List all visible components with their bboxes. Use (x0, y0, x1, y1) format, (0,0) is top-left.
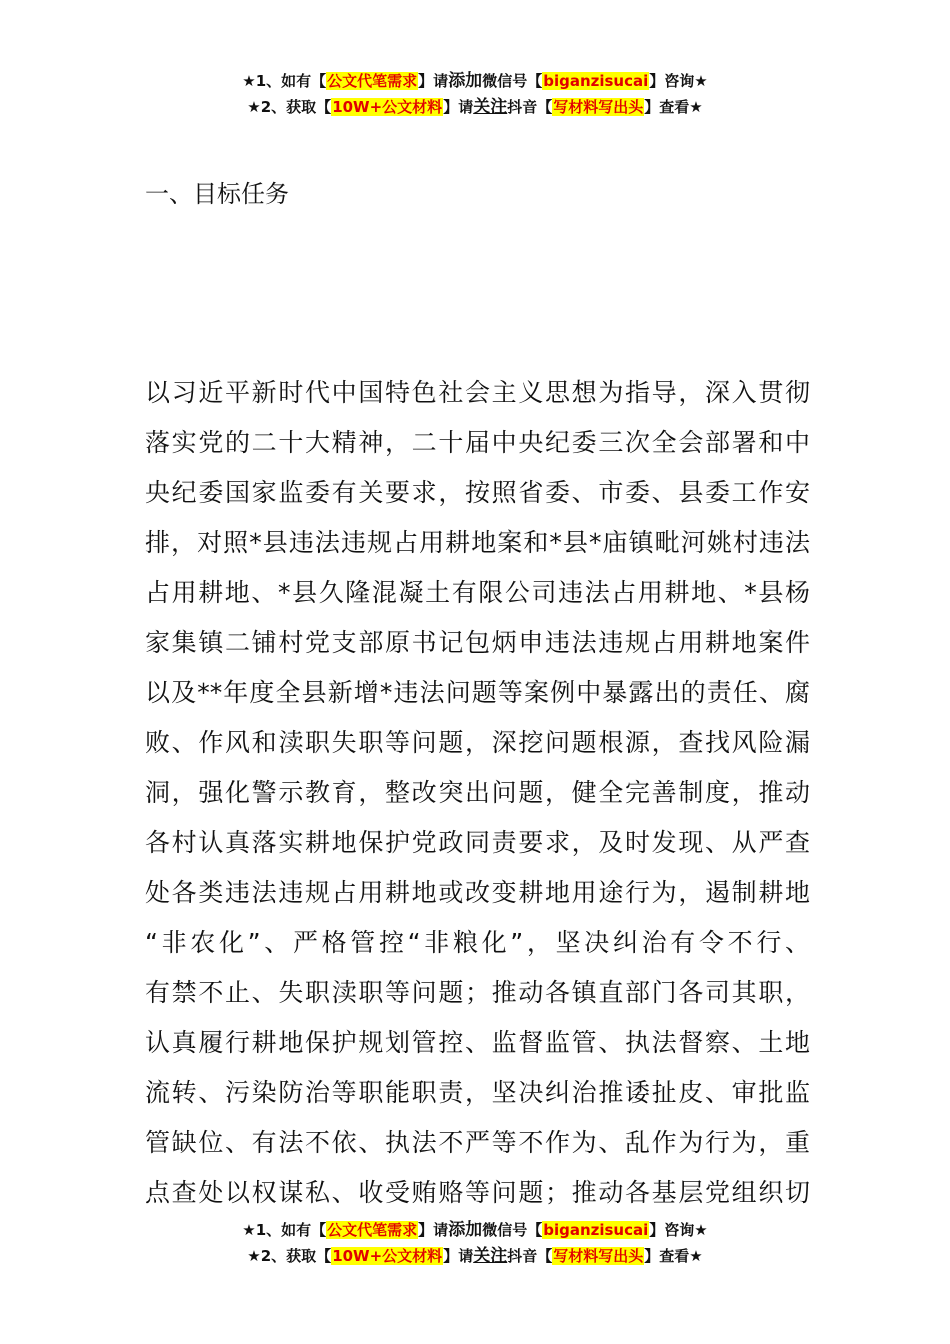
promo-text: 抖音【 (507, 1247, 553, 1265)
promo-text: 】咨询★ (649, 1221, 708, 1239)
body-line: 央纪委国家监委有关要求，按照省委、市委、县委工作安 (145, 478, 810, 507)
promo-highlight: 写材料写出头 (553, 1247, 644, 1265)
promo-line-1 (0, 68, 950, 94)
promo-highlight: 10W+公文材料 (332, 98, 443, 116)
body-line: 洞，强化警示教育，整改突出问题，健全完善制度，推动 (145, 778, 810, 807)
body-line: 各村认真落实耕地保护党政同责要求，及时发现、从严查 (145, 828, 810, 857)
body-line: 管缺位、有法不依、执法不严等不作为、乱作为行为，重 (145, 1128, 810, 1157)
body-line: 有禁不止、失职渎职等问题；推动各镇直部门各司其职， (145, 978, 810, 1007)
body-line: 排，对照*县违法违规占用耕地案和*县*庙镇毗河姚村违法 (145, 528, 810, 557)
section-heading: 一、目标任务 (145, 180, 289, 208)
promo-line-2 (0, 1243, 950, 1269)
body-line: 流转、污染防治等职能职责，坚决纠治推诿扯皮、审批监 (145, 1078, 810, 1107)
promo-text: 微信号【 (482, 1221, 543, 1239)
body-line: 败、作风和渎职失职等问题，深挖问题根源，查找风险漏 (145, 728, 810, 757)
body-line: 认真履行耕地保护规划管控、监督监管、执法督察、土地 (145, 1028, 810, 1057)
promo-emphasis: 添加 (448, 1220, 483, 1240)
promo-emphasis: 关注 (473, 97, 508, 117)
promo-highlight: biganzisucai (543, 1221, 649, 1239)
promo-text: 】请 (443, 98, 474, 116)
promo-highlight: biganzisucai (543, 72, 649, 90)
body-line: 占用耕地、*县久隆混凝土有限公司违法占用耕地、*县杨 (145, 578, 810, 607)
promo-highlight: 写材料写出头 (553, 98, 644, 116)
promo-emphasis: 添加 (448, 71, 483, 91)
body-line: 以及**年度全县新增*违法问题等案例中暴露出的责任、腐 (145, 678, 810, 707)
promo-banner-top (0, 68, 950, 120)
promo-text: ★2、获取【 (247, 1247, 332, 1265)
body-line: 落实党的二十大精神，二十届中央纪委三次全会部署和中 (145, 428, 810, 457)
promo-text: ★1、如有【 (242, 1221, 327, 1239)
promo-text: 】请 (443, 1247, 474, 1265)
promo-text: 】查看★ (644, 1247, 703, 1265)
promo-line-1 (0, 1217, 950, 1243)
promo-text: 抖音【 (507, 98, 553, 116)
body-line: “非农化”、严格管控“非粮化”，坚决纠治有令不行、 (145, 928, 810, 957)
promo-text: 】请 (418, 72, 449, 90)
promo-text: 】请 (418, 1221, 449, 1239)
body-line: 以习近平新时代中国特色社会主义思想为指导，深入贯彻 (145, 378, 810, 407)
promo-highlight: 公文代笔需求 (327, 1221, 418, 1239)
promo-highlight: 公文代笔需求 (327, 72, 418, 90)
promo-line-2 (0, 94, 950, 120)
promo-banner-bottom (0, 1217, 950, 1269)
promo-text: 微信号【 (482, 72, 543, 90)
body-paragraph (145, 368, 810, 1218)
promo-text: ★2、获取【 (247, 98, 332, 116)
body-line: 家集镇二铺村党支部原书记包炳申违法违规占用耕地案件 (145, 628, 810, 657)
promo-emphasis: 关注 (473, 1246, 508, 1266)
body-line: 处各类违法违规占用耕地或改变耕地用途行为，遏制耕地 (145, 878, 810, 907)
promo-text: ★1、如有【 (242, 72, 327, 90)
promo-text: 】咨询★ (649, 72, 708, 90)
body-line: 点查处以权谋私、收受贿赂等问题；推动各基层党组织切 (145, 1178, 810, 1207)
promo-text: 】查看★ (644, 98, 703, 116)
promo-highlight: 10W+公文材料 (332, 1247, 443, 1265)
